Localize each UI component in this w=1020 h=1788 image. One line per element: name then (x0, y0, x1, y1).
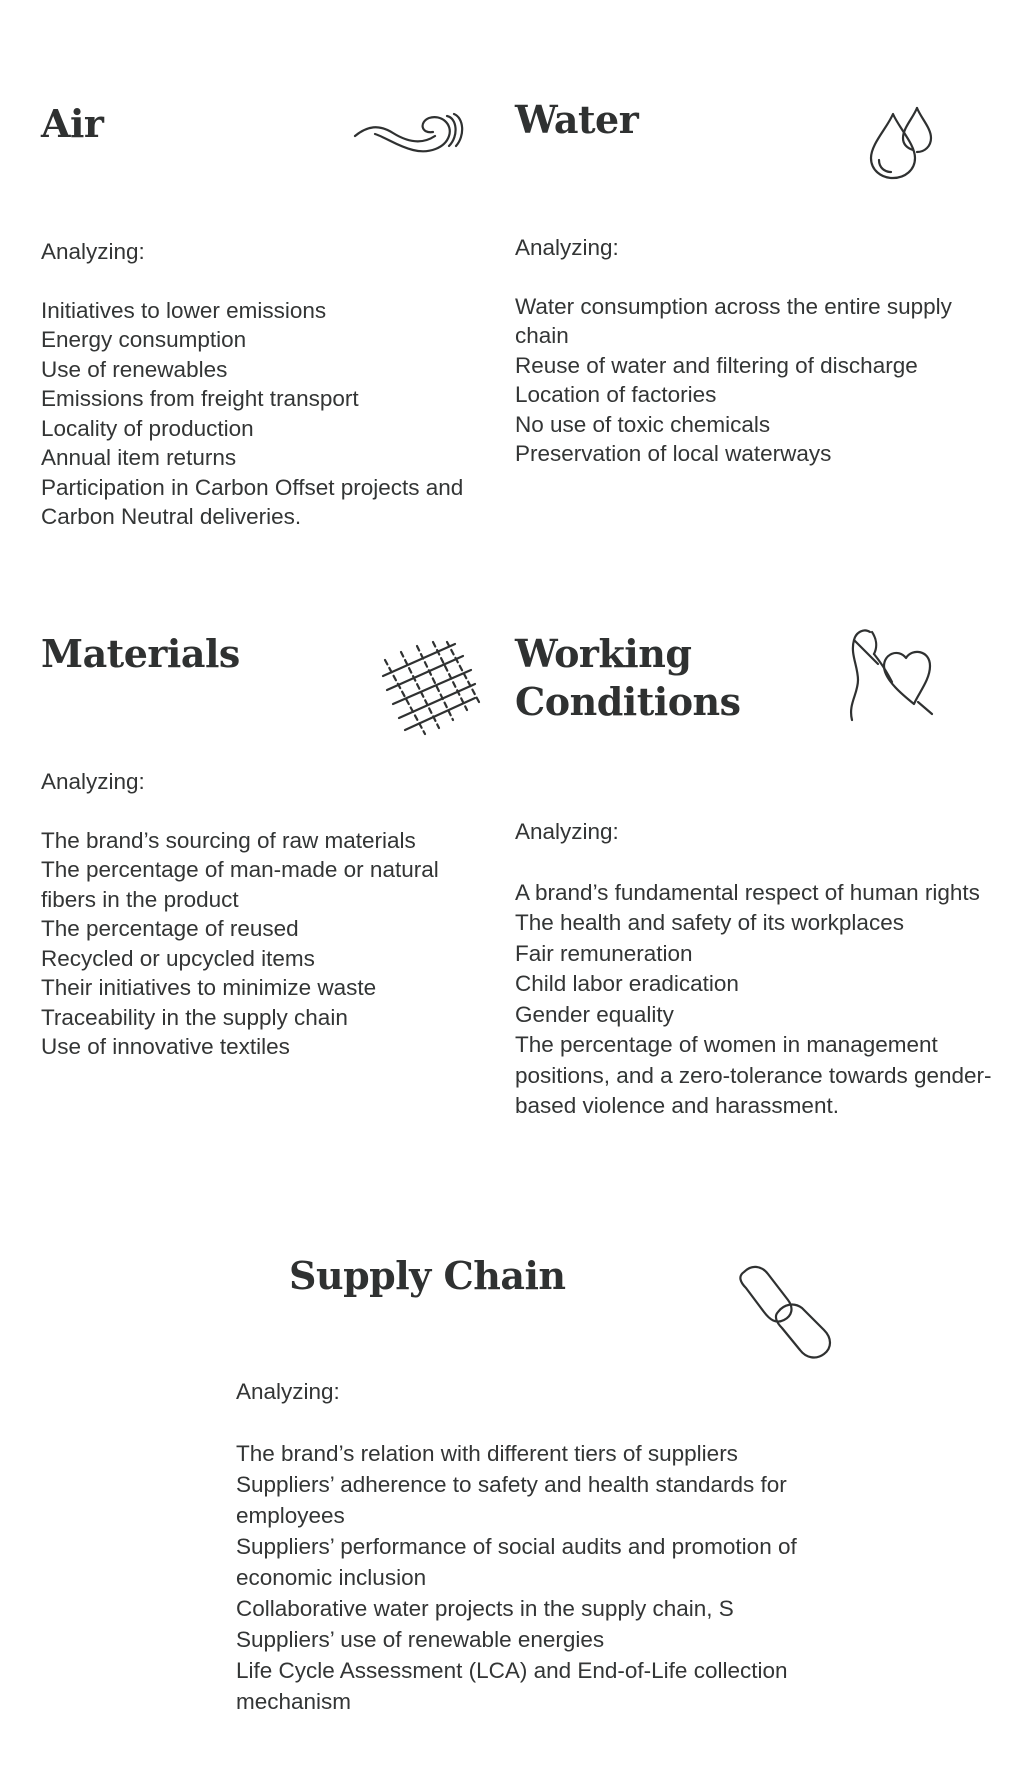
working-conditions-intro: Analyzing: (515, 819, 619, 844)
supply-chain-list (236, 1438, 856, 1717)
list-item: Location of factories (515, 382, 717, 407)
working-conditions-body (515, 817, 1005, 1122)
list-item: Life Cycle Assessment (LCA) and End-of-Life collection mechanism (236, 1658, 788, 1714)
supply-chain-intro: Analyzing: (236, 1379, 340, 1404)
supply-chain-title: Supply Chain (289, 1253, 566, 1298)
water-body (515, 233, 985, 469)
list-item: Initiatives to lower emissions (41, 297, 327, 323)
list-item: The health and safety of its workplaces (515, 910, 904, 935)
list-item: Preservation of local waterways (515, 441, 832, 466)
materials-title: Materials (41, 631, 240, 676)
air-list (41, 296, 471, 532)
air-body (41, 237, 471, 532)
list-item: Collaborative water projects in the supply chain, S (236, 1596, 734, 1621)
list-item: Child labor eradication (515, 971, 739, 996)
list-item: Gender equality (515, 1001, 674, 1027)
list-item: Use of renewables (41, 356, 228, 382)
list-item: The percentage of reused (41, 916, 299, 941)
list-item: Suppliers’ use of renewable energies (236, 1627, 605, 1652)
list-item: Traceability in the supply chain (41, 1004, 348, 1030)
list-item: Reuse of water and filtering of discharge (515, 352, 918, 378)
water-drops-icon (867, 106, 947, 186)
list-item: The percentage of man-made or natural fibers in the product (41, 857, 439, 912)
list-item: Locality of production (41, 415, 254, 441)
list-item: Recycled or upcycled items (41, 945, 315, 971)
supply-chain-body (236, 1376, 856, 1717)
list-item: Water consumption across the entire supply chain (515, 293, 952, 348)
list-item: Energy consumption (41, 327, 247, 352)
air-intro: Analyzing: (41, 239, 145, 264)
list-item: Suppliers’ performance of social audits and promotion of economic inclusion (236, 1534, 797, 1590)
fabric-weave-icon (375, 638, 485, 738)
list-item: Suppliers’ adherence to safety and health standards for employees (236, 1472, 787, 1528)
list-item: A brand’s fundamental respect of human rights (515, 879, 980, 905)
list-item: Fair remuneration (515, 940, 693, 966)
wind-icon (353, 106, 493, 156)
list-item: Use of innovative textiles (41, 1034, 290, 1059)
materials-body (41, 767, 481, 1062)
water-list (515, 292, 985, 469)
working-conditions-list (515, 878, 1005, 1122)
working-conditions-title: Working Conditions (515, 631, 741, 724)
list-item: Their initiatives to minimize waste (41, 975, 377, 1000)
materials-intro: Analyzing: (41, 769, 145, 794)
list-item: The brand’s relation with different tiers of suppliers (236, 1441, 738, 1466)
list-item: Participation in Carbon Offset projects and Carbon Neutral deliveries. (41, 474, 464, 529)
list-item: Annual item returns (41, 445, 237, 470)
needle-heart-icon (848, 624, 948, 724)
list-item: The brand’s sourcing of raw materials (41, 827, 416, 853)
list-item: No use of toxic chemicals (515, 411, 771, 437)
water-intro: Analyzing: (515, 235, 619, 260)
list-item: The percentage of women in management positions, and a zero-tolerance towards gender-based violence and harassment. (515, 1032, 992, 1118)
chain-link-icon (736, 1264, 836, 1364)
water-title: Water (515, 97, 639, 142)
list-item: Emissions from freight transport (41, 386, 359, 411)
materials-list (41, 826, 481, 1062)
air-title: Air (41, 101, 104, 146)
